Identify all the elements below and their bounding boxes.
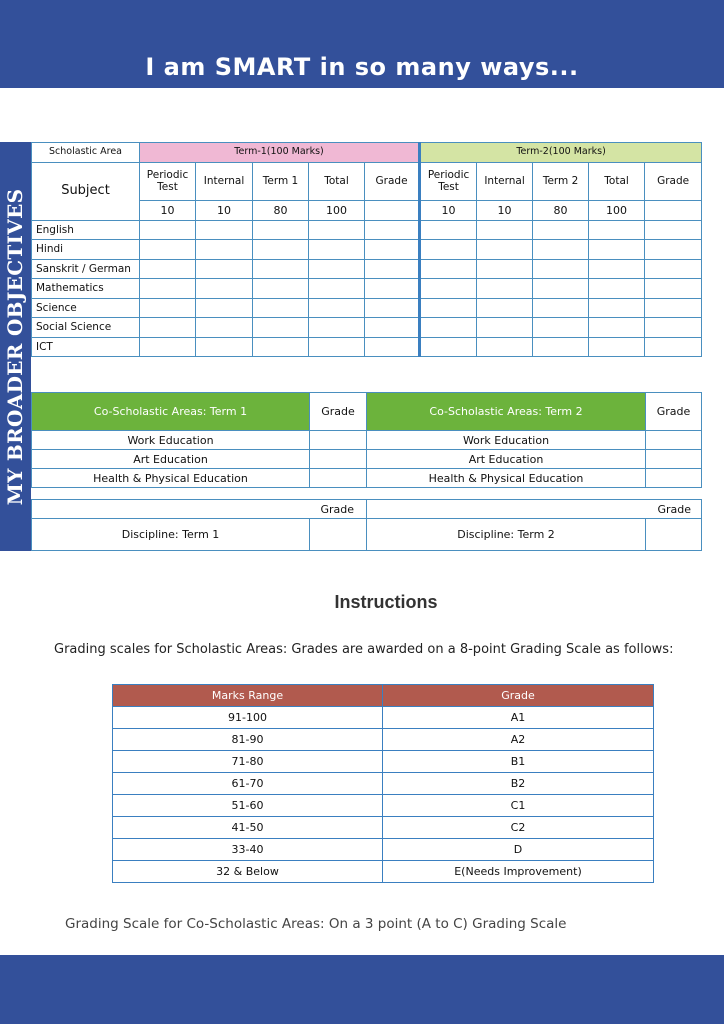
mark-cell[interactable]	[253, 298, 309, 318]
page-header	[0, 0, 724, 88]
coscholastic-area-t1: Health & Physical Education	[32, 469, 310, 488]
table-row	[113, 773, 654, 795]
mark-cell[interactable]	[365, 298, 420, 318]
marks-range: 32 & Below	[113, 861, 383, 883]
coscholastic-table	[31, 392, 702, 488]
subject-name: English	[32, 220, 140, 240]
mark-cell[interactable]	[477, 259, 533, 279]
subject-name: ICT	[32, 337, 140, 357]
coscholastic-grade-header-t2: Grade	[646, 393, 702, 431]
marks-range: 41-50	[113, 817, 383, 839]
mark-cell[interactable]	[533, 259, 589, 279]
mark-cell[interactable]	[253, 318, 309, 338]
coscholastic-area-t2: Art Education	[367, 450, 646, 469]
term1-header: Term-1(100 Marks)	[140, 143, 420, 163]
max-periodic-t2: 10	[420, 200, 477, 220]
col-periodic-test-t2: Periodic Test	[420, 162, 477, 200]
mark-cell[interactable]	[477, 240, 533, 260]
mark-cell[interactable]	[309, 220, 365, 240]
subject-row	[32, 240, 702, 260]
grade-cell[interactable]	[646, 469, 702, 488]
coscholastic-area-t1: Work Education	[32, 431, 310, 450]
subject-row	[32, 279, 702, 299]
mark-cell[interactable]	[533, 337, 589, 357]
max-term-t2: 80	[533, 200, 589, 220]
mark-cell[interactable]	[589, 279, 645, 299]
mark-cell[interactable]	[645, 259, 702, 279]
mark-cell[interactable]	[365, 259, 420, 279]
mark-cell[interactable]	[533, 298, 589, 318]
mark-cell[interactable]	[533, 220, 589, 240]
grade-cell[interactable]	[646, 519, 702, 551]
mark-cell[interactable]	[645, 240, 702, 260]
mark-cell[interactable]	[589, 337, 645, 357]
mark-cell[interactable]	[589, 220, 645, 240]
mark-cell[interactable]	[140, 298, 196, 318]
mark-cell[interactable]	[253, 337, 309, 357]
subject-row	[32, 298, 702, 318]
mark-cell[interactable]	[420, 220, 477, 240]
subject-row	[32, 259, 702, 279]
grade-cell[interactable]	[646, 431, 702, 450]
grade-value: A2	[383, 729, 654, 751]
scholastic-table	[31, 142, 702, 357]
mark-cell[interactable]	[420, 240, 477, 260]
mark-cell[interactable]	[196, 240, 253, 260]
subject-name: Science	[32, 298, 140, 318]
grade-value: E(Needs Improvement)	[383, 861, 654, 883]
max-grade-t1	[365, 200, 420, 220]
marks-range: 91-100	[113, 707, 383, 729]
max-periodic-t1: 10	[140, 200, 196, 220]
grade-value: C1	[383, 795, 654, 817]
grade-value: D	[383, 839, 654, 861]
mark-cell[interactable]	[533, 318, 589, 338]
mark-cell[interactable]	[309, 337, 365, 357]
page-footer	[0, 955, 724, 1024]
grade-header: Grade	[383, 685, 654, 707]
mark-cell[interactable]	[365, 220, 420, 240]
table-row	[113, 839, 654, 861]
subject-row	[32, 220, 702, 240]
table-row	[113, 729, 654, 751]
mark-cell[interactable]	[309, 298, 365, 318]
col-periodic-test-t1: Periodic Test	[140, 162, 196, 200]
grade-cell[interactable]	[310, 519, 367, 551]
mark-cell[interactable]	[140, 279, 196, 299]
mark-cell[interactable]	[196, 298, 253, 318]
discipline-term1-label: Discipline: Term 1	[32, 519, 310, 551]
subject-row	[32, 337, 702, 357]
side-label: MY BROADER OBJECTIVES	[3, 188, 27, 506]
table-row	[113, 751, 654, 773]
mark-cell[interactable]	[196, 318, 253, 338]
table-row	[113, 817, 654, 839]
grade-value: A1	[383, 707, 654, 729]
term2-header: Term-2(100 Marks)	[420, 143, 702, 163]
coscholastic-row	[32, 450, 702, 469]
grade-value: B1	[383, 751, 654, 773]
grade-value: B2	[383, 773, 654, 795]
table-row	[113, 861, 654, 883]
mark-cell[interactable]	[140, 240, 196, 260]
mark-cell[interactable]	[140, 318, 196, 338]
mark-cell[interactable]	[477, 318, 533, 338]
mark-cell[interactable]	[533, 240, 589, 260]
marks-range: 61-70	[113, 773, 383, 795]
max-grade-t2	[645, 200, 702, 220]
mark-cell[interactable]	[365, 318, 420, 338]
mark-cell[interactable]	[645, 279, 702, 299]
subject-name: Hindi	[32, 240, 140, 260]
mark-cell[interactable]	[420, 298, 477, 318]
grade-cell[interactable]	[646, 450, 702, 469]
discipline-table	[31, 499, 702, 551]
coscholastic-grade-header-t1: Grade	[310, 393, 367, 431]
subject-name: Sanskrit / German	[32, 259, 140, 279]
mark-cell[interactable]	[253, 240, 309, 260]
mark-cell[interactable]	[365, 337, 420, 357]
subject-label: Subject	[32, 162, 140, 220]
mark-cell[interactable]	[645, 318, 702, 338]
mark-cell[interactable]	[196, 220, 253, 240]
col-term1-t1: Term 1	[253, 162, 309, 200]
coscholastic-area-t2: Health & Physical Education	[367, 469, 646, 488]
mark-cell[interactable]	[477, 279, 533, 299]
max-internal-t1: 10	[196, 200, 253, 220]
coscholastic-row	[32, 469, 702, 488]
grading-scale-table	[112, 684, 654, 883]
mark-cell[interactable]	[253, 259, 309, 279]
marks-range: 33-40	[113, 839, 383, 861]
marks-range-header: Marks Range	[113, 685, 383, 707]
mark-cell[interactable]	[309, 259, 365, 279]
grade-value: C2	[383, 817, 654, 839]
mark-cell[interactable]	[589, 298, 645, 318]
coscholastic-scale-note: Grading Scale for Co-Scholastic Areas: On a 3 point (A to C) Grading Scale	[65, 916, 567, 932]
mark-cell[interactable]	[533, 279, 589, 299]
mark-cell[interactable]	[420, 318, 477, 338]
subject-name: Mathematics	[32, 279, 140, 299]
mark-cell[interactable]	[196, 259, 253, 279]
col-term2-t2: Term 2	[533, 162, 589, 200]
mark-cell[interactable]	[365, 240, 420, 260]
mark-cell[interactable]	[477, 220, 533, 240]
mark-cell[interactable]	[645, 337, 702, 357]
mark-cell[interactable]	[589, 318, 645, 338]
mark-cell[interactable]	[645, 220, 702, 240]
mark-cell[interactable]	[140, 259, 196, 279]
coscholastic-row	[32, 431, 702, 450]
mark-cell[interactable]	[309, 279, 365, 299]
mark-cell[interactable]	[253, 279, 309, 299]
mark-cell[interactable]	[477, 298, 533, 318]
discipline-grade-header-t1: Grade	[32, 500, 367, 519]
table-row	[113, 707, 654, 729]
scholastic-area-label: Scholastic Area	[32, 143, 140, 163]
coscholastic-area-t2: Work Education	[367, 431, 646, 450]
mark-cell[interactable]	[309, 318, 365, 338]
mark-cell[interactable]	[420, 337, 477, 357]
col-internal-t2: Internal	[477, 162, 533, 200]
mark-cell[interactable]	[589, 240, 645, 260]
page-title: I am SMART in so many ways...	[145, 53, 579, 81]
coscholastic-area-t1: Art Education	[32, 450, 310, 469]
mark-cell[interactable]	[420, 279, 477, 299]
col-grade-t1: Grade	[365, 162, 420, 200]
max-total-t1: 100	[309, 200, 365, 220]
grade-cell[interactable]	[310, 431, 367, 450]
max-internal-t2: 10	[477, 200, 533, 220]
col-total-t2: Total	[589, 162, 645, 200]
discipline-term2-label: Discipline: Term 2	[367, 519, 646, 551]
mark-cell[interactable]	[196, 279, 253, 299]
col-grade-t2: Grade	[645, 162, 702, 200]
mark-cell[interactable]	[645, 298, 702, 318]
mark-cell[interactable]	[477, 337, 533, 357]
discipline-grade-header-t2: Grade	[367, 500, 702, 519]
mark-cell[interactable]	[253, 220, 309, 240]
mark-cell[interactable]	[365, 279, 420, 299]
subject-name: Social Science	[32, 318, 140, 338]
mark-cell[interactable]	[196, 337, 253, 357]
grade-cell[interactable]	[310, 469, 367, 488]
col-internal-t1: Internal	[196, 162, 253, 200]
grading-description: Grading scales for Scholastic Areas: Grades are awarded on a 8-point Grading Scale as follows:	[54, 642, 674, 657]
max-total-t2: 100	[589, 200, 645, 220]
mark-cell[interactable]	[589, 259, 645, 279]
marks-range: 51-60	[113, 795, 383, 817]
instructions-title: Instructions	[334, 592, 438, 612]
mark-cell[interactable]	[420, 259, 477, 279]
coscholastic-term1-header: Co-Scholastic Areas: Term 1	[32, 393, 310, 431]
marks-range: 81-90	[113, 729, 383, 751]
marks-range: 71-80	[113, 751, 383, 773]
grade-cell[interactable]	[310, 450, 367, 469]
mark-cell[interactable]	[309, 240, 365, 260]
mark-cell[interactable]	[140, 220, 196, 240]
table-row	[113, 795, 654, 817]
mark-cell[interactable]	[140, 337, 196, 357]
col-total-t1: Total	[309, 162, 365, 200]
max-term-t1: 80	[253, 200, 309, 220]
side-band	[0, 142, 31, 551]
coscholastic-term2-header: Co-Scholastic Areas: Term 2	[367, 393, 646, 431]
subject-row	[32, 318, 702, 338]
